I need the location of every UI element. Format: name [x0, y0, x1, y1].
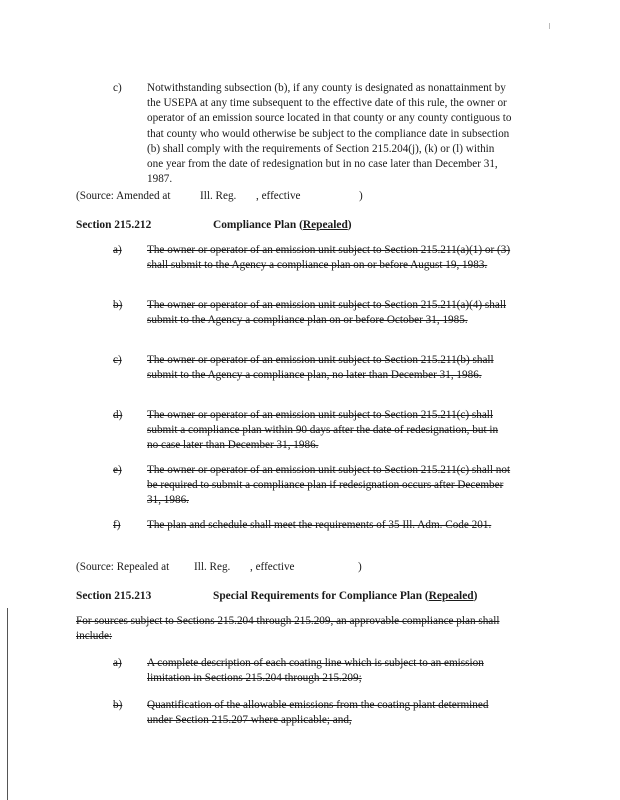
section-heading-212 [76, 219, 376, 235]
item-text: Quantification of the allowable emissions from the coating plant determined under Section 215.207 where applicable; and, [147, 699, 489, 727]
scan-mark [549, 23, 550, 29]
section-number: Section 215.212 [76, 219, 152, 231]
source-effective: , effective [256, 190, 301, 202]
section-213-item-b [113, 698, 513, 730]
repealed-mark: Repealed [302, 219, 348, 231]
source-note-repealed [76, 561, 406, 577]
item-text: The plan and schedule shall meet the requirements of 35 Ill. Adm. Code 201. [147, 519, 492, 531]
section-212-item-e [113, 463, 513, 509]
item-text: A complete description of each coating line which is subject to an emission limitation in Sections 215.204 through 215.209; [147, 657, 484, 685]
item-label: b) [113, 299, 123, 311]
item-label: d) [113, 409, 123, 421]
item-label: c) [113, 354, 122, 366]
repealed-mark: Repealed [428, 590, 474, 602]
source-close: ) [358, 561, 362, 573]
section-title: Compliance Plan (Repealed) [213, 219, 352, 231]
section-212-item-a [113, 243, 513, 289]
section-heading-213 [76, 590, 496, 606]
item-text: The owner or operator of an emission unit subject to Section 215.211(a)(4) shall submit to the Agency a compliance plan on or before October 31, 1985. [147, 299, 507, 327]
item-text: The owner or operator of an emission unit subject to Section 215.211(c) shall not be required to submit a compliance plan if redesignation occurs after December 31, 1986. [147, 464, 511, 507]
source-prefix: (Source: Amended at [76, 190, 171, 202]
item-text: The owner or operator of an emission unit subject to Section 215.211(a)(1) or (3) shall submit to the Agency a compliance plan on or before August 19, 1983. [147, 244, 511, 272]
section-212-item-d [113, 408, 513, 454]
subsection-c [113, 81, 513, 186]
item-label: a) [113, 244, 122, 256]
source-reg: Ill. Reg. [200, 190, 237, 202]
subsection-c-text: Notwithstanding subsection (b), if any county is designated as nonattainment by the USEPA at any time subsequent to the effective date of this rule, the owner or operator of an emission source located in that county or any county contiguous to that county who would otherwise be subject to the compliance date in subsection (b) shall comply with the requirements of Section 215.204(j), (k) or (l) within one year from the date of redesignation but in no case later than December 31, 1987. [147, 82, 512, 186]
section-213-item-a [113, 656, 513, 688]
section-212-item-f [113, 518, 513, 550]
section-213-intro: For sources subject to Sections 215.204 through 215.209, an approvable compliance plan shall include: [76, 615, 500, 643]
section-212-item-b [113, 298, 513, 344]
item-text: The owner or operator of an emission unit subject to Section 215.211(b) shall submit to the Agency a compliance plan, no later than December 31, 1986. [147, 354, 494, 382]
margin-line [7, 608, 8, 800]
section-title: Special Requirements for Compliance Plan (Repealed) [213, 590, 478, 602]
source-prefix: (Source: Repealed at [76, 561, 170, 573]
item-label: f) [113, 519, 121, 531]
source-close: ) [359, 190, 363, 202]
item-label: b) [113, 699, 123, 711]
source-reg: Ill. Reg. [194, 561, 231, 573]
section-212-item-c [113, 353, 513, 399]
item-text: The owner or operator of an emission unit subject to Section 215.211(c) shall submit a compliance plan within 90 days after the date of redesignation, but in no case later than December 31, 1986. [147, 409, 499, 452]
subsection-c-label: c) [113, 82, 122, 94]
item-label: e) [113, 464, 122, 476]
item-label: a) [113, 657, 122, 669]
section-number: Section 215.213 [76, 590, 152, 602]
source-note-amended [76, 190, 406, 206]
source-effective: , effective [250, 561, 295, 573]
